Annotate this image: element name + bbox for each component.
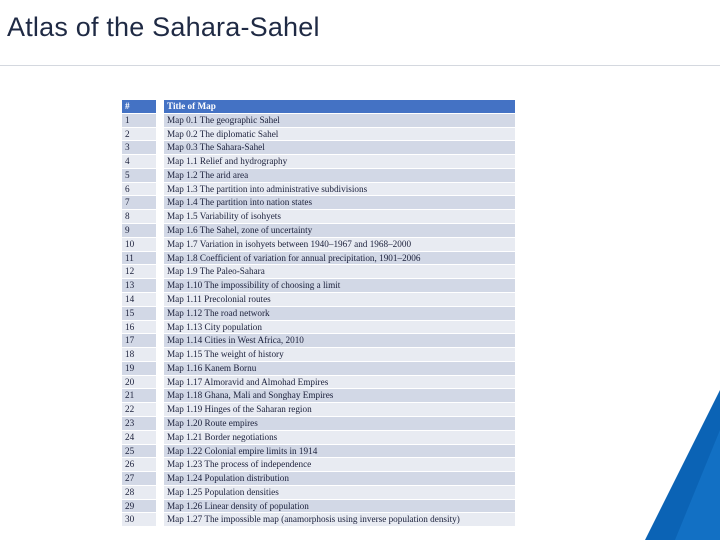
map-title-cell: Map 1.16 Kanem Bornu	[164, 362, 515, 376]
column-gap	[156, 362, 164, 376]
column-gap	[156, 445, 164, 459]
map-title-cell: Map 1.23 The process of independence	[164, 458, 515, 472]
header-number: #	[122, 100, 156, 114]
map-number-cell: 2	[122, 128, 156, 142]
table-header-row	[122, 100, 515, 114]
map-number-cell: 5	[122, 169, 156, 183]
map-number-cell: 1	[122, 114, 156, 128]
table-row	[122, 445, 515, 459]
column-gap	[156, 403, 164, 417]
page-title: Atlas of the Sahara-Sahel	[7, 12, 320, 42]
column-gap	[156, 279, 164, 293]
map-number-cell: 28	[122, 486, 156, 500]
table-row	[122, 486, 515, 500]
table-row	[122, 431, 515, 445]
map-number-cell: 3	[122, 141, 156, 155]
table-row	[122, 279, 515, 293]
map-number-cell: 4	[122, 155, 156, 169]
map-number-cell: 25	[122, 445, 156, 459]
map-title-cell: Map 1.2 The arid area	[164, 169, 515, 183]
column-gap	[156, 252, 164, 266]
table-row	[122, 334, 515, 348]
title-divider	[0, 65, 720, 66]
map-title-cell: Map 1.27 The impossible map (anamorphosis using inverse population density)	[164, 513, 515, 527]
column-gap	[156, 293, 164, 307]
column-gap	[156, 155, 164, 169]
table-row	[122, 169, 515, 183]
map-number-cell: 21	[122, 389, 156, 403]
column-gap	[156, 128, 164, 142]
map-number-cell: 20	[122, 376, 156, 390]
map-number-cell: 15	[122, 307, 156, 321]
column-gap	[156, 417, 164, 431]
column-gap	[156, 210, 164, 224]
map-title-cell: Map 1.9 The Paleo-Sahara	[164, 265, 515, 279]
map-title-cell: Map 1.3 The partition into administrative subdivisions	[164, 183, 515, 197]
table-row	[122, 417, 515, 431]
map-number-cell: 9	[122, 224, 156, 238]
map-title-cell: Map 1.21 Border negotiations	[164, 431, 515, 445]
map-title-cell: Map 1.22 Colonial empire limits in 1914	[164, 445, 515, 459]
map-title-cell: Map 1.5 Variability of isohyets	[164, 210, 515, 224]
table-row	[122, 183, 515, 197]
column-gap	[156, 348, 164, 362]
column-gap	[156, 513, 164, 527]
map-number-cell: 18	[122, 348, 156, 362]
column-gap	[156, 458, 164, 472]
map-number-cell: 22	[122, 403, 156, 417]
map-title-cell: Map 1.24 Population distribution	[164, 472, 515, 486]
column-gap	[156, 169, 164, 183]
column-gap	[156, 224, 164, 238]
map-number-cell: 30	[122, 513, 156, 527]
table-row	[122, 196, 515, 210]
column-gap	[156, 265, 164, 279]
table-row	[122, 500, 515, 514]
table-row	[122, 265, 515, 279]
table-row	[122, 376, 515, 390]
map-title-cell: Map 1.6 The Sahel, zone of uncertainty	[164, 224, 515, 238]
map-title-cell: Map 1.4 The partition into nation states	[164, 196, 515, 210]
map-number-cell: 7	[122, 196, 156, 210]
table-row	[122, 141, 515, 155]
column-gap	[156, 196, 164, 210]
map-number-cell: 13	[122, 279, 156, 293]
column-gap	[156, 431, 164, 445]
table-row	[122, 224, 515, 238]
column-gap	[156, 238, 164, 252]
map-number-cell: 11	[122, 252, 156, 266]
table-row	[122, 114, 515, 128]
map-title-cell: Map 1.1 Relief and hydrography	[164, 155, 515, 169]
map-number-cell: 17	[122, 334, 156, 348]
column-gap	[156, 141, 164, 155]
map-title-cell: Map 0.3 The Sahara-Sahel	[164, 141, 515, 155]
map-number-cell: 6	[122, 183, 156, 197]
map-title-cell: Map 1.18 Ghana, Mali and Songhay Empires	[164, 389, 515, 403]
map-title-cell: Map 1.11 Precolonial routes	[164, 293, 515, 307]
map-number-cell: 24	[122, 431, 156, 445]
map-title-cell: Map 0.1 The geographic Sahel	[164, 114, 515, 128]
column-gap	[156, 321, 164, 335]
map-title-cell: Map 1.26 Linear density of population	[164, 500, 515, 514]
map-title-cell: Map 1.19 Hinges of the Saharan region	[164, 403, 515, 417]
table-row	[122, 321, 515, 335]
column-gap	[156, 334, 164, 348]
table-row	[122, 155, 515, 169]
table-row	[122, 348, 515, 362]
table-row	[122, 252, 515, 266]
map-list-table	[122, 100, 515, 527]
column-gap	[156, 376, 164, 390]
map-number-cell: 23	[122, 417, 156, 431]
map-title-cell: Map 1.25 Population densities	[164, 486, 515, 500]
map-title-cell: Map 1.10 The impossibility of choosing a limit	[164, 279, 515, 293]
column-gap	[156, 114, 164, 128]
table-row	[122, 210, 515, 224]
map-title-cell: Map 1.17 Almoravid and Almohad Empires	[164, 376, 515, 390]
map-title-cell: Map 1.13 City population	[164, 321, 515, 335]
map-title-cell: Map 1.15 The weight of history	[164, 348, 515, 362]
map-title-cell: Map 1.20 Route empires	[164, 417, 515, 431]
column-gap	[156, 183, 164, 197]
table-row	[122, 513, 515, 527]
header-title: Title of Map	[164, 100, 515, 114]
map-number-cell: 8	[122, 210, 156, 224]
column-gap	[156, 389, 164, 403]
table-row	[122, 403, 515, 417]
map-title-cell: Map 1.14 Cities in West Africa, 2010	[164, 334, 515, 348]
table-row	[122, 458, 515, 472]
map-number-cell: 16	[122, 321, 156, 335]
map-number-cell: 26	[122, 458, 156, 472]
table-row	[122, 472, 515, 486]
map-number-cell: 12	[122, 265, 156, 279]
column-gap	[156, 486, 164, 500]
map-number-cell: 14	[122, 293, 156, 307]
column-gap	[156, 472, 164, 486]
table-row	[122, 307, 515, 321]
corner-decoration	[635, 390, 720, 540]
map-title-cell: Map 0.2 The diplomatic Sahel	[164, 128, 515, 142]
map-number-cell: 27	[122, 472, 156, 486]
table-row	[122, 389, 515, 403]
table-row	[122, 362, 515, 376]
table-row	[122, 238, 515, 252]
table-row	[122, 128, 515, 142]
map-number-cell: 10	[122, 238, 156, 252]
column-gap	[156, 500, 164, 514]
table-row	[122, 293, 515, 307]
column-gap	[156, 307, 164, 321]
map-number-cell: 29	[122, 500, 156, 514]
map-title-cell: Map 1.12 The road network	[164, 307, 515, 321]
map-title-cell: Map 1.7 Variation in isohyets between 1940–1967 and 1968–2000	[164, 238, 515, 252]
map-number-cell: 19	[122, 362, 156, 376]
column-gap	[156, 100, 164, 114]
map-title-cell: Map 1.8 Coefficient of variation for annual precipitation, 1901–2006	[164, 252, 515, 266]
